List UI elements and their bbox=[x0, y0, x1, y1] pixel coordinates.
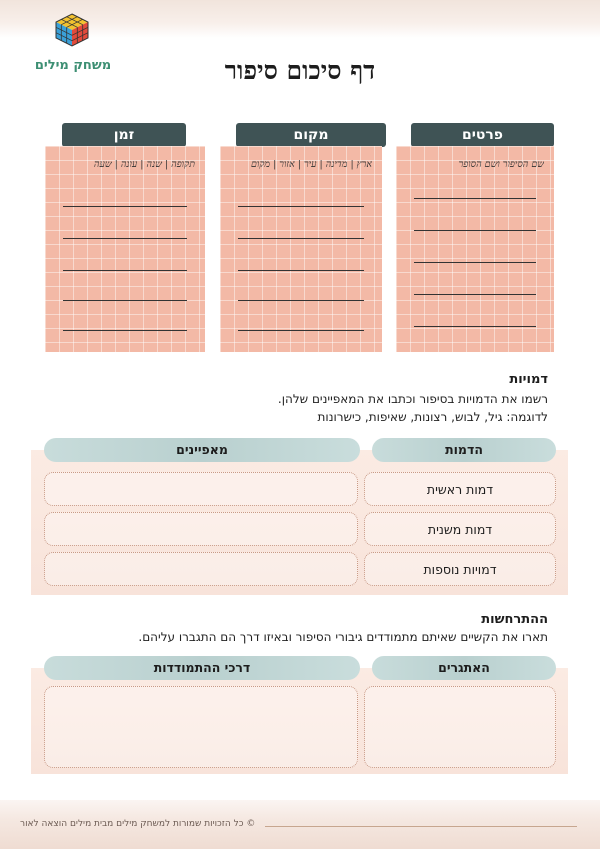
writing-line bbox=[63, 330, 187, 331]
writing-line bbox=[63, 206, 187, 207]
place-box bbox=[220, 146, 382, 352]
time-box bbox=[45, 146, 205, 352]
logo-text: משחק מילים bbox=[34, 58, 112, 73]
character-row-label: דמויות נוספות bbox=[423, 561, 497, 577]
character-row-label: דמות ראשית bbox=[426, 481, 494, 497]
writing-line bbox=[414, 230, 536, 231]
footer-divider bbox=[265, 826, 577, 827]
writing-line bbox=[414, 294, 536, 295]
writing-line bbox=[414, 262, 536, 263]
rubiks-cube-icon bbox=[54, 12, 90, 48]
traits-cell-additional[interactable] bbox=[44, 552, 358, 586]
details-hint: שם הסיפור ושם הסופר bbox=[458, 159, 544, 170]
col-header-coping: דרכי ההתמודדות bbox=[44, 656, 360, 680]
characters-title: דמויות bbox=[509, 372, 548, 387]
traits-cell-main[interactable] bbox=[44, 472, 358, 506]
characters-instructions: רשמו את הדמויות בסיפור וכתבו את המאפיינים שלהן. bbox=[277, 392, 548, 406]
writing-line bbox=[414, 198, 536, 199]
coping-cell[interactable] bbox=[44, 686, 358, 768]
traits-cell-secondary[interactable] bbox=[44, 512, 358, 546]
time-hint: תקופה | שנה | עונה | שעה bbox=[93, 159, 195, 170]
tab-time bbox=[62, 123, 186, 147]
writing-line bbox=[238, 330, 364, 331]
col-header-character: הדמות bbox=[372, 438, 556, 462]
writing-line bbox=[414, 326, 536, 327]
place-hint: ארץ | מדינה | עיר | אזור | מקום bbox=[250, 159, 372, 170]
plot-title: ההתרחשות bbox=[481, 612, 548, 627]
plot-instructions: תארו את הקשיים שאיתם מתמודדים גיבורי הסיפור ובאיזו דרך הם התגברו עליהם. bbox=[138, 630, 548, 644]
writing-line bbox=[238, 238, 364, 239]
tab-details bbox=[411, 123, 554, 147]
writing-line bbox=[63, 238, 187, 239]
character-row-label: דמות משנית bbox=[427, 521, 493, 537]
writing-line bbox=[63, 300, 187, 301]
writing-line bbox=[238, 206, 364, 207]
tab-time-label: זמן bbox=[113, 127, 135, 143]
character-row-additional[interactable] bbox=[364, 552, 556, 586]
tab-place-label: מקום bbox=[293, 127, 329, 143]
writing-line bbox=[63, 270, 187, 271]
footer-copyright: © כל הזכויות שמורות למשחק מילים מבית מילים הוצאה לאור bbox=[20, 819, 256, 829]
page-title: דף סיכום סיפור bbox=[224, 56, 376, 85]
tab-place bbox=[236, 123, 386, 147]
writing-line bbox=[238, 270, 364, 271]
writing-line bbox=[238, 300, 364, 301]
details-box bbox=[396, 146, 554, 352]
tab-details-label: פרטים bbox=[461, 127, 503, 143]
characters-example: לדוגמה: גיל, לבוש, רצונות, שאיפות, כישרונות bbox=[317, 410, 548, 424]
character-row-main[interactable] bbox=[364, 472, 556, 506]
col-header-challenges: האתגרים bbox=[372, 656, 556, 680]
character-row-secondary[interactable] bbox=[364, 512, 556, 546]
col-header-traits: מאפיינים bbox=[44, 438, 360, 462]
challenges-cell[interactable] bbox=[364, 686, 556, 768]
